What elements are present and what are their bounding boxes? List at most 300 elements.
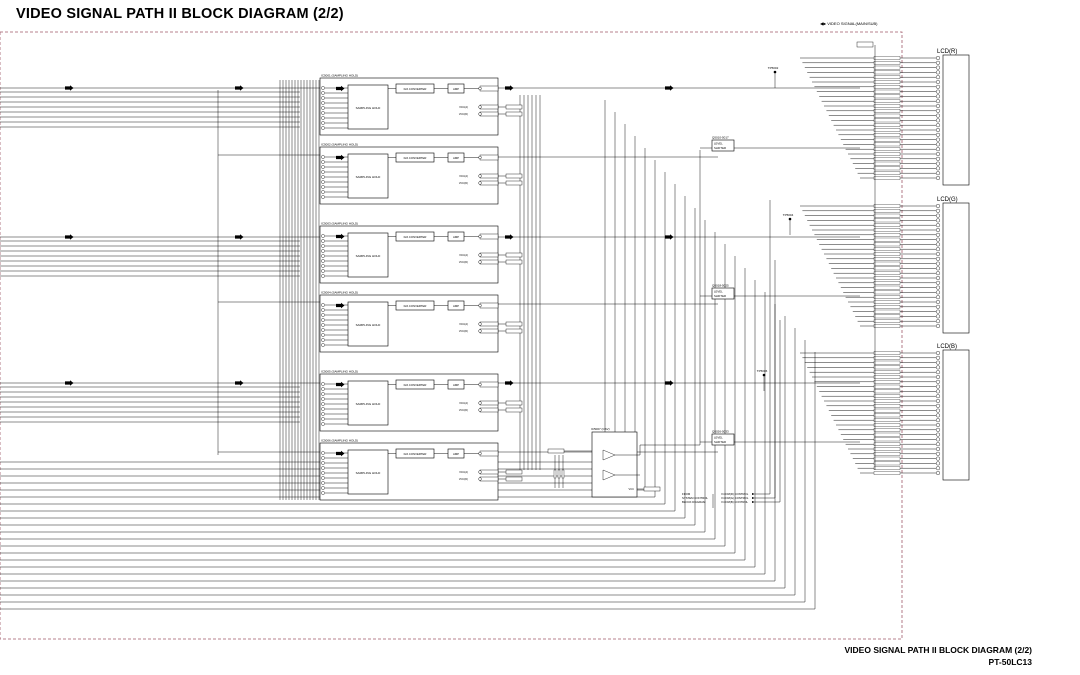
lcd-pin xyxy=(936,452,940,456)
sampling-hold-ic-label: IC5002 (SAMPLING HOLD) xyxy=(321,142,359,147)
lcd-pin xyxy=(936,351,940,355)
input-pin xyxy=(321,180,324,183)
input-pin xyxy=(321,160,324,163)
lcd-label: LCD(R) xyxy=(937,49,958,55)
lcd-pin-label-box xyxy=(874,204,900,207)
sampling-hold-block xyxy=(320,291,522,353)
footer-title: VIDEO SIGNAL PATH II BLOCK DIAGRAM (2/2) xyxy=(844,645,1032,655)
lcd-pin-label-box xyxy=(874,375,900,378)
output-pin xyxy=(479,235,482,238)
signal-legend: ◀▶ VIDEO SIGNAL(MAIN/SUB) xyxy=(820,21,878,26)
lcd-pin-label-box xyxy=(874,447,900,450)
lcd-pin xyxy=(936,271,940,275)
vcc-pin-box xyxy=(480,174,498,178)
input-pin xyxy=(321,190,324,193)
output-pin-box xyxy=(480,382,498,387)
lcd-pin xyxy=(936,390,940,394)
vcc-pin-box xyxy=(480,401,498,405)
lcd-pin xyxy=(936,257,940,261)
control-signal-label: V.COM(R) CONTROL xyxy=(721,492,749,496)
lcd-pin xyxy=(936,404,940,408)
lcd-pin-label-box xyxy=(874,214,900,217)
lcd-pin-label-box xyxy=(874,380,900,383)
lcd-pin-label-box xyxy=(874,320,900,323)
input-pin xyxy=(321,254,324,257)
vcc-d-label: VCC(D) xyxy=(458,261,468,264)
sampling-hold-block xyxy=(320,222,522,284)
lcd-pin-label-box xyxy=(874,296,900,299)
output-pin-box xyxy=(480,155,498,160)
input-pin xyxy=(321,392,324,395)
lcd-pin-label-box xyxy=(874,443,900,446)
lcd-pin-label-box xyxy=(874,252,900,255)
lcd-pin-label-box xyxy=(874,471,900,474)
vcc-pin-box xyxy=(480,477,498,481)
lcd-pin xyxy=(936,276,940,280)
lcd-pin-label-box xyxy=(874,286,900,289)
input-pin xyxy=(321,116,324,119)
vcc-a-label: VCC(A) xyxy=(459,175,468,178)
main-input-arrow xyxy=(65,380,74,386)
input-pin xyxy=(321,101,324,104)
lcd-pin xyxy=(936,143,940,147)
lcd-pin xyxy=(936,152,940,156)
lcd-connector xyxy=(800,49,969,185)
lcd-connector-body xyxy=(943,55,969,185)
vcc-source-box xyxy=(644,487,660,491)
level-shifter xyxy=(700,284,860,300)
vcc-pin xyxy=(479,402,482,405)
lcd-pin xyxy=(936,56,940,60)
input-pin xyxy=(321,333,324,336)
input-pin xyxy=(321,481,324,484)
lcd-pin-label-box xyxy=(874,124,900,127)
lcd-pin xyxy=(936,428,940,432)
lcd-pin xyxy=(936,167,940,171)
vcc-pin xyxy=(479,106,482,109)
lcd-pin-label-box xyxy=(874,409,900,412)
vcc-pin-box xyxy=(480,260,498,264)
vcc-source-box xyxy=(506,174,522,178)
lcd-pin xyxy=(936,447,940,451)
input-pin xyxy=(321,121,324,124)
input-pin xyxy=(321,195,324,198)
level-shifter-ic-label: Q5026-5033 xyxy=(712,429,729,434)
lcd-pin xyxy=(936,291,940,295)
output-pin xyxy=(479,304,482,307)
lcd-pin-label-box xyxy=(874,61,900,64)
lcd-pin-label-box xyxy=(874,90,900,93)
lcd-pin xyxy=(936,138,940,142)
from-text-line: SYSTEM CONTROL xyxy=(682,496,708,500)
sampling-hold-core-label: SAMPLING HOLD xyxy=(355,471,381,475)
lcd-pin xyxy=(936,300,940,304)
input-pin xyxy=(321,412,324,415)
lcd-pin xyxy=(936,119,940,123)
da-converter-label: D/A CONVERTER xyxy=(403,451,427,456)
input-pin xyxy=(321,308,324,311)
vcc-source-box xyxy=(506,105,522,109)
lcd-pin xyxy=(936,223,940,227)
lcd-pin-label-box xyxy=(874,167,900,170)
input-pin xyxy=(321,387,324,390)
input-pin xyxy=(321,476,324,479)
da-converter-label: D/A CONVERTER xyxy=(403,155,427,160)
vcc-label: VCC xyxy=(628,488,634,491)
lcd-pin-label-box xyxy=(874,281,900,284)
lcd-pin-label-box xyxy=(874,462,900,465)
input-pin xyxy=(321,96,324,99)
lcd-connector xyxy=(800,197,969,333)
legend-label: VIDEO SIGNAL(MAIN/SUB) xyxy=(827,21,878,26)
vcc-a-label: VCC(A) xyxy=(459,323,468,326)
lcd-pin xyxy=(936,414,940,418)
control-signal-arrow xyxy=(752,501,755,503)
main-input-arrow xyxy=(235,380,244,386)
input-pin xyxy=(321,106,324,109)
input-pin xyxy=(321,165,324,168)
lcd-pin-label-box xyxy=(874,361,900,364)
vcc-source-box xyxy=(506,260,522,264)
lcd-pin-label-box xyxy=(874,300,900,303)
lcd-pin-label-box xyxy=(874,399,900,402)
lcd-pin xyxy=(936,471,940,475)
vcc-pin xyxy=(479,471,482,474)
lcd-pin-label-box xyxy=(874,414,900,417)
lcd-pin xyxy=(936,385,940,389)
lcd-pin xyxy=(936,310,940,314)
level-shifter-ic-label: Q5018-5025 xyxy=(712,283,729,288)
input-pin xyxy=(321,471,324,474)
lcd-pin xyxy=(936,162,940,166)
lcd-pin xyxy=(936,267,940,271)
input-pin xyxy=(321,269,324,272)
input-pin xyxy=(321,126,324,129)
level-shifter-label-2: SHIFTER xyxy=(714,440,726,444)
output-pin xyxy=(479,87,482,90)
vcc-pin xyxy=(479,330,482,333)
lcd-pin-label-box xyxy=(874,104,900,107)
lcd-pin-label-box xyxy=(874,267,900,270)
vcc-d-label: VCC(D) xyxy=(458,113,468,116)
output-pin xyxy=(479,452,482,455)
level-shifter-label-2: SHIFTER xyxy=(714,294,726,298)
lcd-pin xyxy=(936,361,940,365)
resistor xyxy=(554,470,556,478)
lcd-pin xyxy=(936,324,940,328)
lcd-pin-label-box xyxy=(874,152,900,155)
da-converter-label: D/A CONVERTER xyxy=(403,382,427,387)
lcd-pin-label-box xyxy=(874,128,900,131)
lcd-pin-label-box xyxy=(874,385,900,388)
lcd-pin xyxy=(936,262,940,266)
lcd-pin xyxy=(936,71,940,75)
vcc-pin xyxy=(479,478,482,481)
lcd-pin xyxy=(936,176,940,180)
da-converter-label: D/A CONVERTER xyxy=(403,303,427,308)
lcd-pin xyxy=(936,366,940,370)
input-pin xyxy=(321,91,324,94)
output-pin-box xyxy=(480,303,498,308)
lcd-connector-body xyxy=(943,350,969,480)
lcd-pin xyxy=(936,133,940,137)
lcd-pin xyxy=(936,243,940,247)
vcc-d-label: VCC(D) xyxy=(458,409,468,412)
lcd-pin-label-box xyxy=(874,224,900,227)
lcd-pin xyxy=(936,123,940,127)
vcc-source-box xyxy=(506,477,522,481)
vcc-pin-box xyxy=(480,408,498,412)
lcd-pin xyxy=(936,95,940,99)
vcc-pin xyxy=(479,175,482,178)
from-text-line: FROM xyxy=(682,492,691,496)
main-output-arrow xyxy=(665,234,674,240)
input-pin xyxy=(321,249,324,252)
lcd-power-box xyxy=(857,42,873,47)
input-pin xyxy=(321,170,324,173)
main-input-arrow xyxy=(235,85,244,91)
lcd-pin xyxy=(936,171,940,175)
main-output-arrow xyxy=(505,234,514,240)
vcc-pin-box xyxy=(480,253,498,257)
lcd-pin-label-box xyxy=(874,209,900,212)
lcd-pin-label-box xyxy=(874,419,900,422)
input-pin xyxy=(321,461,324,464)
vcc-a-label: VCC(A) xyxy=(459,471,468,474)
lcd-pin xyxy=(936,99,940,103)
vcc-source-box xyxy=(506,329,522,333)
input-pin xyxy=(321,175,324,178)
da-converter-label: D/A CONVERTER xyxy=(403,234,427,239)
vcc-pin-box xyxy=(480,105,498,109)
lcd-pin-label-box xyxy=(874,356,900,359)
input-pin xyxy=(321,264,324,267)
test-point-label: TP5004 xyxy=(782,213,794,217)
lcd-pin-label-box xyxy=(874,148,900,151)
lcd-pin xyxy=(936,204,940,208)
lcd-pin xyxy=(936,394,940,398)
lcd-pin-label-box xyxy=(874,143,900,146)
sampling-hold-ic-label: IC5001 (SAMPLING HOLD) xyxy=(321,73,359,78)
sampling-hold-ic-label: IC5003 (SAMPLING HOLD) xyxy=(321,221,359,226)
input-pin xyxy=(321,328,324,331)
input-pin xyxy=(321,407,324,410)
lcd-pin xyxy=(936,104,940,108)
lcd-pin xyxy=(936,75,940,79)
vcc-pin-box xyxy=(480,181,498,185)
lcd-pin xyxy=(936,85,940,89)
input-pin xyxy=(321,239,324,242)
lcd-pin-label-box xyxy=(874,176,900,179)
lcd-pin xyxy=(936,457,940,461)
lcd-pin xyxy=(936,157,940,161)
control-signal-arrow xyxy=(752,497,755,499)
input-pin xyxy=(321,338,324,341)
lcd-pin-label-box xyxy=(874,138,900,141)
input-pin xyxy=(321,466,324,469)
vcc-pin xyxy=(479,254,482,257)
lcd-pin xyxy=(936,147,940,151)
lcd-pin xyxy=(936,375,940,379)
lcd-pin xyxy=(936,370,940,374)
lcd-pin xyxy=(936,438,940,442)
sampling-hold-ic-label: IC5006 (SAMPLING HOLD) xyxy=(321,438,359,443)
input-pin xyxy=(321,318,324,321)
lcd-pin-label-box xyxy=(874,272,900,275)
lcd-pin xyxy=(936,114,940,118)
sampling-hold-block xyxy=(320,143,522,205)
lcd-pin-label-box xyxy=(874,157,900,160)
lcd-connectors xyxy=(800,42,969,480)
input-pin xyxy=(321,491,324,494)
lcd-pin-label-box xyxy=(874,56,900,59)
vcc-source-box xyxy=(506,470,522,474)
lcd-pin xyxy=(936,228,940,232)
lcd-pin-label-box xyxy=(874,80,900,83)
lcd-pin xyxy=(936,128,940,132)
input-pin xyxy=(321,234,324,237)
lcd-pin xyxy=(936,61,940,65)
lcd-pin-label-box xyxy=(874,109,900,112)
lcd-pin-label-box xyxy=(874,310,900,313)
vcc-source-box xyxy=(506,322,522,326)
output-pin-box xyxy=(480,451,498,456)
lcd-pin xyxy=(936,209,940,213)
lcd-pin-label-box xyxy=(874,100,900,103)
lcd-pin-label-box xyxy=(874,315,900,318)
lcd-pin xyxy=(936,66,940,70)
input-pin xyxy=(321,303,324,306)
lcd-label: LCD(B) xyxy=(937,344,958,350)
lcd-pin-label-box xyxy=(874,262,900,265)
lcd-pin-label-box xyxy=(874,243,900,246)
lcd-pin xyxy=(936,399,940,403)
lcd-pin xyxy=(936,80,940,84)
lcd-pin-label-box xyxy=(874,324,900,327)
lcd-pin-label-box xyxy=(874,438,900,441)
sampling-hold-core-label: SAMPLING HOLD xyxy=(355,323,381,327)
sampling-hold-block xyxy=(320,439,522,501)
lcd-pin xyxy=(936,433,940,437)
lcd-pin-label-box xyxy=(874,366,900,369)
sampling-hold-core-label: SAMPLING HOLD xyxy=(355,175,381,179)
lcd-pin-label-box xyxy=(874,119,900,122)
vcc-d-label: VCC(D) xyxy=(458,478,468,481)
lcd-pin xyxy=(936,233,940,237)
lcd-pin xyxy=(936,319,940,323)
lcd-pin xyxy=(936,286,940,290)
control-power-box xyxy=(548,449,564,453)
lcd-pin xyxy=(936,238,940,242)
input-pin xyxy=(321,451,324,454)
footer-model: PT-50LC13 xyxy=(988,657,1032,667)
lcd-pin-label-box xyxy=(874,66,900,69)
lcd-pin xyxy=(936,409,940,413)
lcd-pin-label-box xyxy=(874,276,900,279)
vcc-pin-box xyxy=(480,470,498,474)
input-pin xyxy=(321,185,324,188)
lcd-pin xyxy=(936,109,940,113)
main-output-arrow xyxy=(665,85,674,91)
lcd-pin xyxy=(936,423,940,427)
vcc-pin xyxy=(479,261,482,264)
input-pin xyxy=(321,111,324,114)
input-pin xyxy=(321,343,324,346)
input-pin xyxy=(321,244,324,247)
lcd-label: LCD(G) xyxy=(937,197,958,203)
test-point-label: TP5006 xyxy=(756,369,768,373)
lcd-pin-label-box xyxy=(874,395,900,398)
lcd-pin-label-box xyxy=(874,428,900,431)
sampling-hold-core-label: SAMPLING HOLD xyxy=(355,106,381,110)
lcd-pin-label-box xyxy=(874,390,900,393)
lcd-pin-label-box xyxy=(874,404,900,407)
amp-label: AMP xyxy=(452,303,460,308)
vcc-source-box xyxy=(506,112,522,116)
vcc-source-box xyxy=(506,401,522,405)
output-pin xyxy=(479,156,482,159)
sampling-hold-blocks xyxy=(320,74,522,501)
lcd-pin-label-box xyxy=(874,172,900,175)
lcd-pin xyxy=(936,295,940,299)
vcc-d-label: VCC(D) xyxy=(458,330,468,333)
level-shifter xyxy=(700,136,860,152)
lcd-pin-label-box xyxy=(874,305,900,308)
lcd-pin-label-box xyxy=(874,228,900,231)
lcd-pin-label-box xyxy=(874,71,900,74)
amp-label: AMP xyxy=(452,86,460,91)
da-converter-label: D/A CONVERTER xyxy=(403,86,427,91)
vcc-pin-box xyxy=(480,112,498,116)
input-pin xyxy=(321,259,324,262)
input-pin xyxy=(321,382,324,385)
lcd-pin xyxy=(936,90,940,94)
level-shifter-label-1: LEVEL xyxy=(714,435,723,440)
vcc-a-label: VCC(A) xyxy=(459,254,468,257)
amp-label: AMP xyxy=(452,234,460,239)
lcd-pin xyxy=(936,462,940,466)
output-pin-box xyxy=(480,234,498,239)
vcc-a-label: VCC(A) xyxy=(459,106,468,109)
lcd-pin-label-box xyxy=(874,76,900,79)
lcd-pin-label-box xyxy=(874,257,900,260)
output-pin-box xyxy=(480,86,498,91)
lcd-pin-label-box xyxy=(874,457,900,460)
lcd-pin xyxy=(936,356,940,360)
vcc-d-label: VCC(D) xyxy=(458,182,468,185)
vcc-source-box xyxy=(506,408,522,412)
control-signal-label: V.COM(G) CONTROL xyxy=(721,496,749,500)
amp-label: AMP xyxy=(452,451,460,456)
input-pin xyxy=(321,313,324,316)
level-shifter-label-2: SHIFTER xyxy=(714,146,726,150)
lcd-pin-label-box xyxy=(874,95,900,98)
main-output-arrow xyxy=(505,85,514,91)
lcd-pin-label-box xyxy=(874,238,900,241)
from-text-line: BLOCK DIAGRAM xyxy=(682,500,706,504)
sampling-hold-block xyxy=(320,370,522,432)
main-input-arrow xyxy=(65,234,74,240)
sampling-hold-ic-label: IC5005 (SAMPLING HOLD) xyxy=(321,369,359,374)
sampling-hold-core-label: SAMPLING HOLD xyxy=(355,254,381,258)
lcd-pin-label-box xyxy=(874,371,900,374)
level-shifter-label-1: LEVEL xyxy=(714,141,723,146)
lcd-pin-label-box xyxy=(874,114,900,117)
input-pin xyxy=(321,155,324,158)
resistor xyxy=(558,470,560,478)
lcd-pin-label-box xyxy=(874,133,900,136)
input-pin xyxy=(321,456,324,459)
